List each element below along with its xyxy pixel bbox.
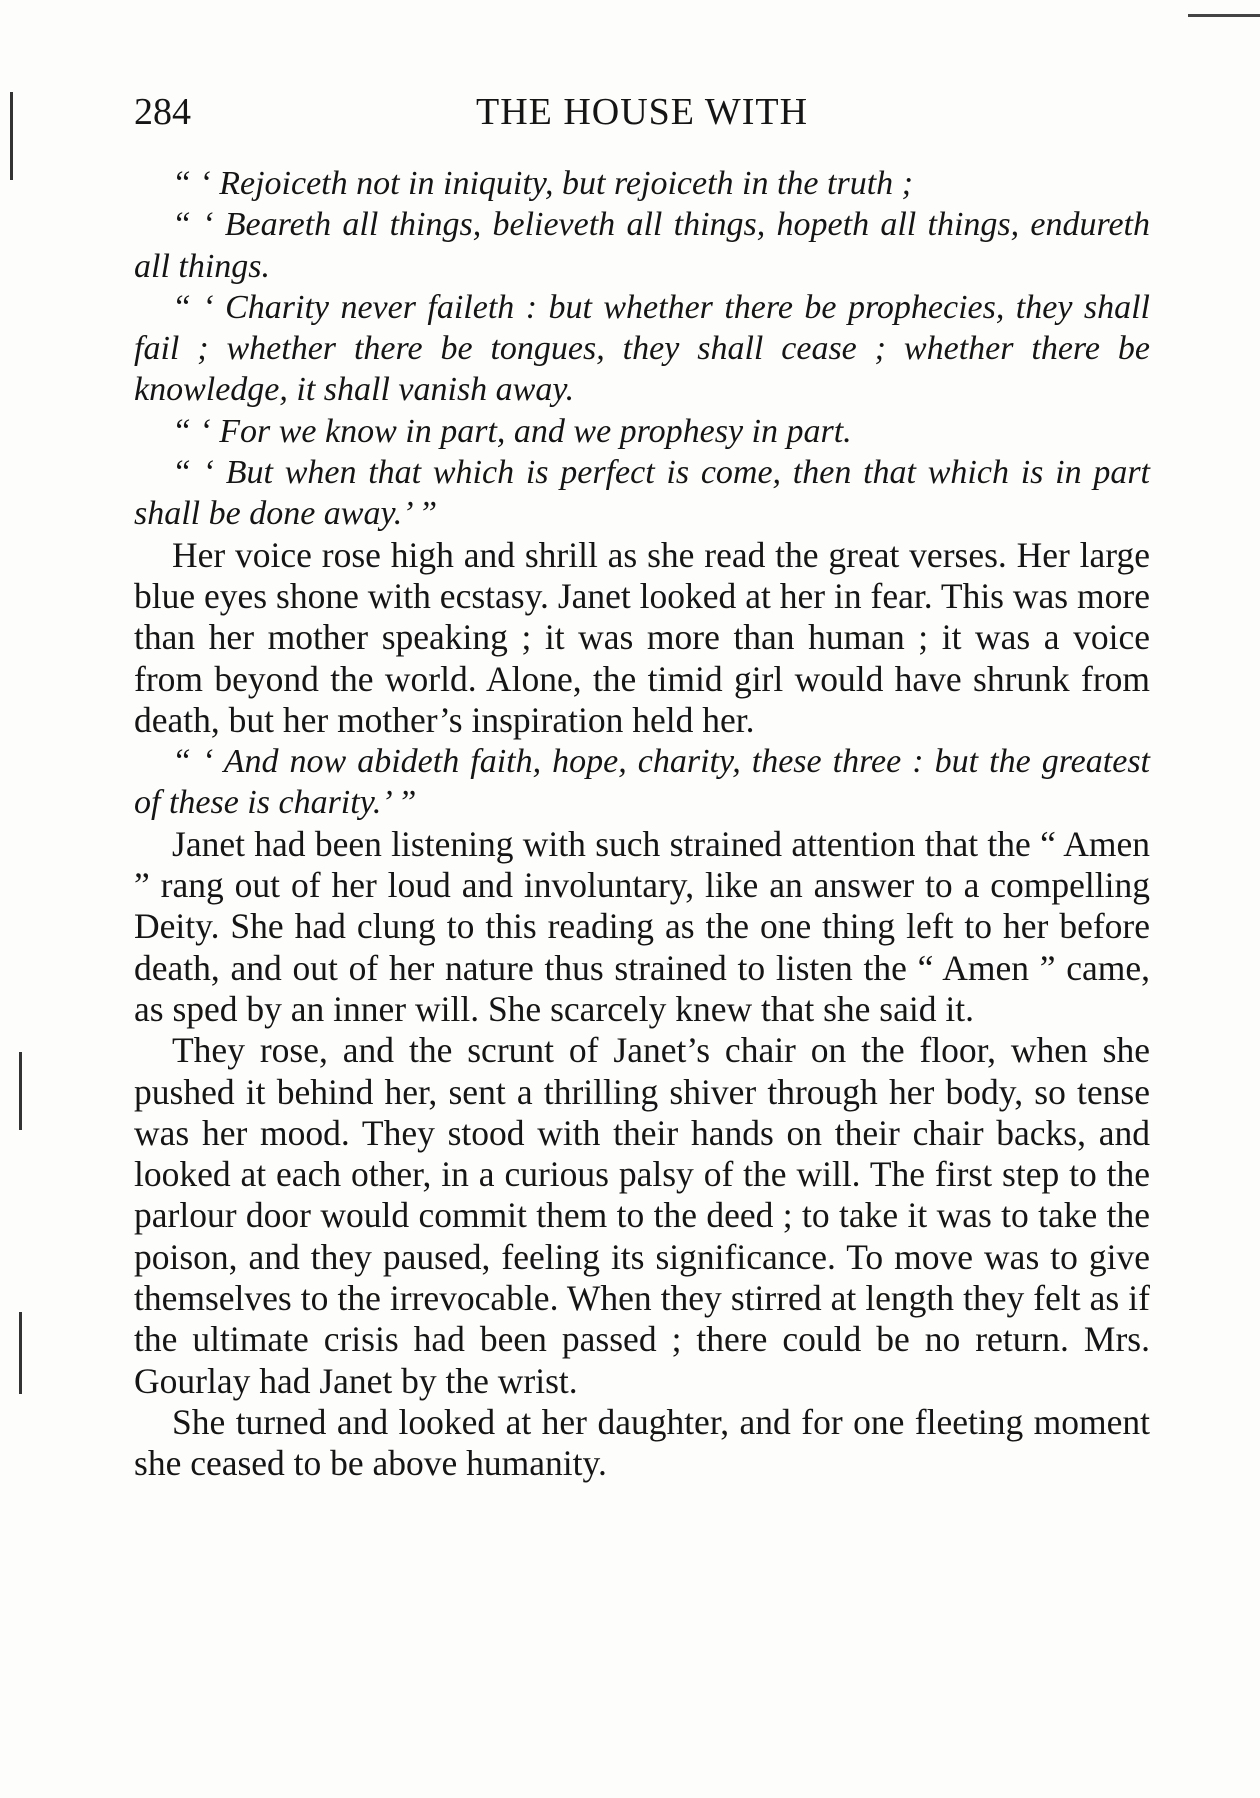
verse-paragraph: “ ‘ For we know in part, and we prophesy in part. bbox=[172, 412, 852, 450]
prose-paragraph: Janet had been listening with such strained attention that the “ Amen ” rang out of her loud and involuntary, like an answer to a compelling Deity. She had clung to this reading as the one thing left to her before death, and out of her nature thus strained to listen the “ Amen ” came, as sped by an inner will. She scarcely knew that she said it. bbox=[134, 823, 1150, 1029]
page-header bbox=[134, 86, 1150, 138]
running-head: THE HOUSE WITH bbox=[475, 91, 809, 133]
verse-paragraph: “ ‘ Beareth all things, believeth all things, hopeth all things, endureth all things. bbox=[134, 206, 1150, 285]
scan-edge-mark bbox=[19, 1052, 22, 1130]
body-text bbox=[134, 163, 1150, 1485]
scan-edge-mark bbox=[19, 1312, 22, 1394]
verse-paragraph: “ ‘ Charity never faileth : but whether there be prophecies, they shall fail ; whether there be tongues, they shall cease ; whether there be knowledge, it shall vanish away. bbox=[134, 288, 1150, 409]
scan-edge-mark bbox=[10, 92, 13, 180]
prose-paragraph: They rose, and the scrunt of Janet’s chair on the floor, when she pushed it behind her, sent a thrilling shiver through her body, so tense was her mood. They stood with their hands on their chair backs, and looked at each other, in a curious palsy of the will. The first step to the parlour door would commit them to the deed ; to take it was to take the poison, and they paused, feeling its significance. To move was to give themselves to the irrevocable. When they stirred at length they felt as if the ultimate crisis had been passed ; there could be no return. Mrs. Gourlay had Janet by the wrist. bbox=[134, 1030, 1150, 1401]
prose-paragraph: Her voice rose high and shrill as she read the great verses. Her large blue eyes shone with ecstasy. Janet looked at her in fear. This was more than her mother speaking ; it was more than human ; it was a voice from beyond the world. Alone, the timid girl would have shrunk from death, but her mother’s inspiration held her. bbox=[134, 534, 1150, 740]
verse-paragraph: “ ‘ Rejoiceth not in iniquity, but rejoiceth in the truth ; bbox=[172, 165, 913, 202]
page-number: 284 bbox=[134, 91, 191, 133]
scan-edge-rule bbox=[1188, 14, 1260, 17]
verse-paragraph: “ ‘ And now abideth faith, hope, charity, these three : but the greatest of these is charity.’ ” bbox=[134, 743, 1150, 822]
prose-paragraph: She turned and looked at her daughter, and for one fleeting moment she ceased to be above humanity. bbox=[134, 1401, 1150, 1484]
verse-paragraph: “ ‘ But when that which is perfect is come, then that which is in part shall be done away.’ ” bbox=[134, 454, 1150, 533]
